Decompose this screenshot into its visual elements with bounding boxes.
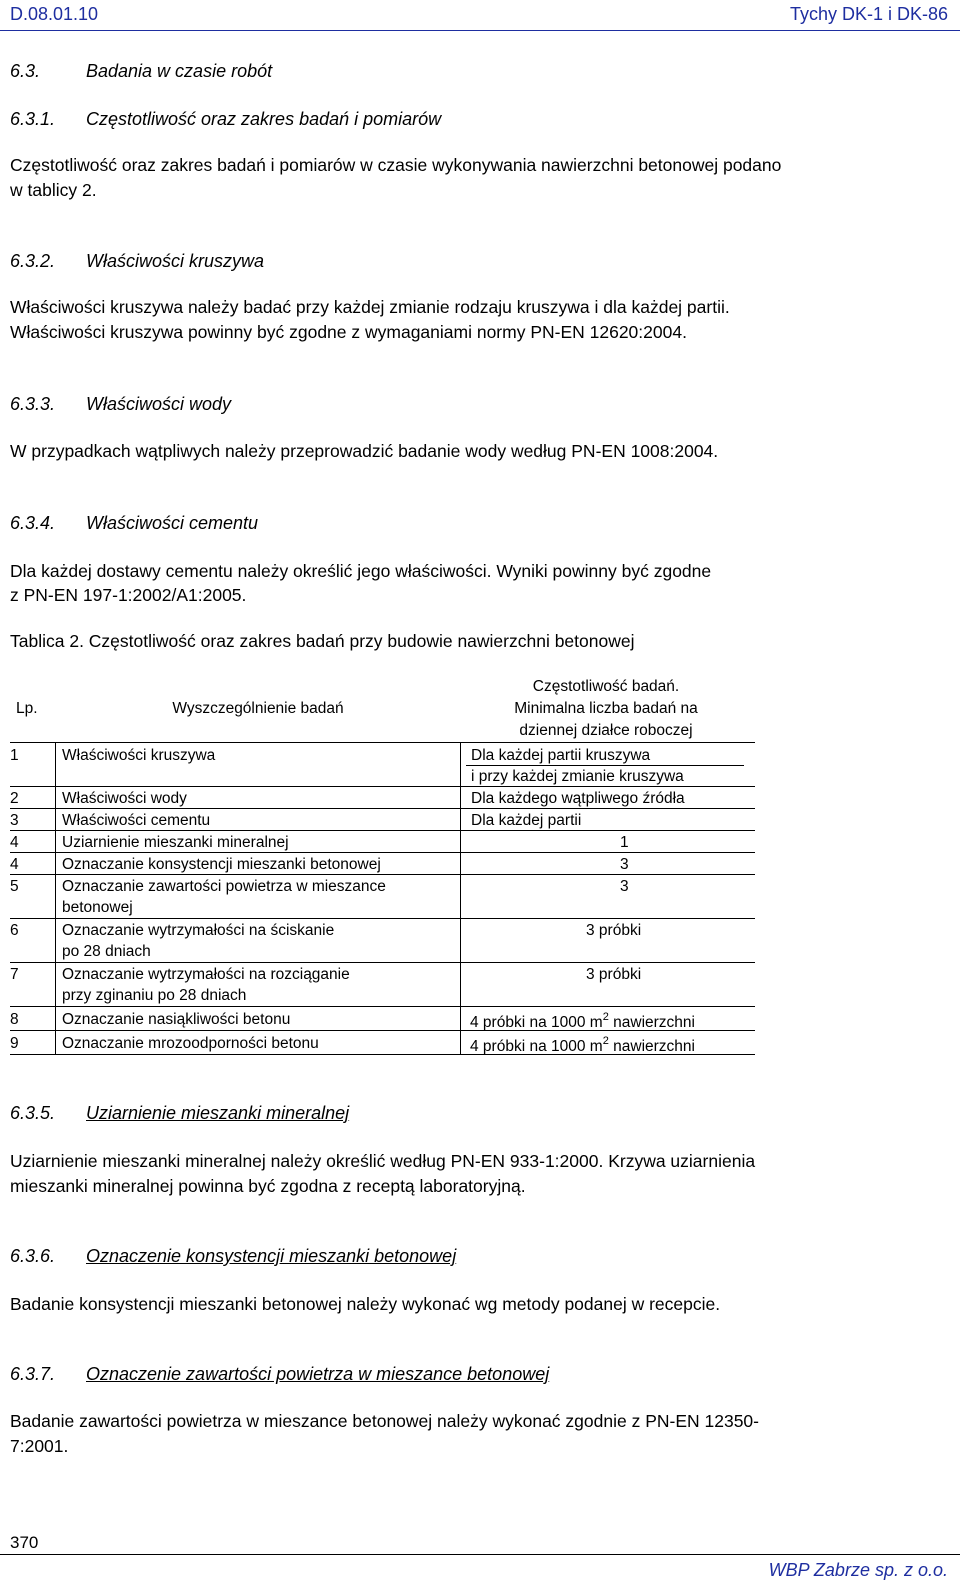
section-6-3-1-title: Częstotliwość oraz zakres badań i pomiarów (86, 109, 442, 129)
table-row-description: Oznaczanie zawartości powietrza w mieszance (62, 878, 386, 895)
superscript: 2 (602, 1035, 609, 1047)
section-6-3-7-paragraph-line1: Badanie zawartości powietrza w mieszance betonowej należy wykonać zgodnie z PN-EN 12350- (10, 1411, 759, 1431)
table-row-frequency-line2: i przy każdej zmianie kruszywa (471, 768, 684, 785)
section-6-3-3-title: Właściwości wody (86, 394, 232, 414)
section-6-3-6-title: Oznaczenie konsystencji mieszanki betonowej (86, 1246, 457, 1266)
table-rule (10, 962, 755, 963)
table-row-frequency: Dla każdego wątpliwego źródła (471, 790, 685, 807)
table-row-frequency: 4 próbki na 1000 $m^2$ nawierzchni (470, 1035, 695, 1055)
section-6-3-5-paragraph-line1: Uziarnienie mieszanki mineralnej należy określić według PN-EN 933-1:2000. Krzywa uziarnienia (10, 1151, 756, 1171)
table-caption: Tablica 2. Częstotliwość oraz zakres badań przy budowie nawierzchni betonowej (10, 631, 635, 651)
table-row-description-line2: przy zginaniu po 28 dniach (62, 987, 247, 1004)
section-6-3-5-title: Uziarnienie mieszanki mineralnej (86, 1103, 350, 1123)
section-6-3-1-paragraph-line2: w tablicy 2. (10, 180, 97, 200)
table-row-lp: 5 (10, 878, 19, 895)
table-row-lp: 4 (10, 856, 19, 873)
section-6-3-7-title: Oznaczenie zawartości powietrza w mieszance betonowej (86, 1364, 550, 1384)
section-6-3-number: 6.3. (10, 61, 41, 81)
table-row-lp: 2 (10, 790, 19, 807)
section-6-3-4-paragraph-line2: z PN-EN 197-1:2002/A1:2005. (10, 585, 247, 605)
section-6-3-4-number: 6.3.4. (10, 513, 56, 533)
table-row-description: Właściwości kruszywa (62, 747, 216, 764)
table-head-description: Wyszczególnienie badań (172, 700, 344, 717)
header-rule (0, 30, 960, 31)
table-row-lp: 6 (10, 922, 19, 939)
table-row-frequency: 4 próbki na 1000 $m^2$ nawierzchni (470, 1011, 695, 1031)
table-row-description: Oznaczanie wytrzymałości na ściskanie (62, 922, 335, 939)
table-row-description-line2: po 28 dniach (62, 943, 151, 960)
section-6-3-2-paragraph-line2: Właściwości kruszywa powinny być zgodne z wymaganiami normy PN-EN 12620:2004. (10, 322, 687, 342)
table-row-frequency: 1 (620, 834, 629, 851)
section-6-3-2-paragraph-line1: Właściwości kruszywa należy badać przy każdej zmianie rodzaju kruszywa i dla każdej partii. (10, 297, 730, 317)
footer-page-number: 370 (10, 1533, 39, 1552)
table-row-lp: 1 (10, 747, 19, 764)
table-row-description: Oznaczanie konsystencji mieszanki betonowej (62, 856, 381, 873)
table-row-description: Uziarnienie mieszanki mineralnej (62, 834, 289, 851)
section-6-3-2-number: 6.3.2. (10, 251, 56, 271)
section-6-3-6-number: 6.3.6. (10, 1246, 56, 1266)
table-head-lp: Lp. (16, 700, 38, 717)
footer-company: WBP Zabrze sp. z o.o. (768, 1560, 948, 1580)
table-head-frequency-line3: dziennej działce roboczej (519, 722, 693, 739)
section-6-3-1-paragraph-line1: Częstotliwość oraz zakres badań i pomiarów w czasie wykonywania nawierzchni betonowej podano (10, 155, 782, 175)
header-project-name: Tychy DK-1 i DK-86 (789, 4, 948, 24)
table-row-frequency: 3 (620, 856, 629, 873)
table-row-description-line2: betonowej (62, 899, 133, 916)
section-6-3-1-number: 6.3.1. (10, 109, 56, 129)
table-row-description: Oznaczanie wytrzymałości na rozciąganie (62, 966, 350, 983)
table-row-lp: 7 (10, 966, 19, 983)
table-rule-header (10, 742, 755, 743)
header-doc-code: D.08.01.10 (10, 4, 99, 24)
table-row-frequency: Dla każdej partii kruszywa (471, 747, 651, 764)
section-6-3-title: Badania w czasie robót (86, 61, 273, 81)
table-row-frequency: 3 próbki (586, 966, 642, 983)
table-head-frequency-line1: Częstotliwość badań. (532, 678, 680, 695)
section-6-3-5-paragraph-line2: mieszanki mineralnej powinna być zgodna z receptą laboratoryjną. (10, 1176, 526, 1196)
table-rule (10, 918, 755, 919)
section-6-3-7-paragraph-line2: 7:2001. (10, 1436, 69, 1456)
table-row-description: Oznaczanie mrozoodporności betonu (62, 1035, 319, 1052)
table-rule (10, 1006, 755, 1007)
section-6-3-4-paragraph-line1: Dla każdej dostawy cementu należy określić jego właściwości. Wyniki powinny być zgodne (10, 561, 712, 581)
table-row-frequency: 3 próbki (586, 922, 642, 939)
superscript: 2 (602, 1011, 609, 1023)
footer-rule (0, 1554, 960, 1555)
table-head-frequency-line2: Minimalna liczba badań na (514, 700, 698, 717)
table-row-description: Właściwości cementu (62, 812, 211, 829)
table-col-divider (460, 742, 461, 1054)
section-6-3-5-number: 6.3.5. (10, 1103, 56, 1123)
section-6-3-6-paragraph: Badanie konsystencji mieszanki betonowej należy wykonać wg metody podanej w recepcie. (10, 1294, 721, 1314)
section-6-3-3-paragraph: W przypadkach wątpliwych należy przeprowadzić badanie wody według PN-EN 1008:2004. (10, 441, 719, 461)
table-row-description: Oznaczanie nasiąkliwości betonu (62, 1011, 291, 1028)
table-row-lp: 3 (10, 812, 19, 829)
table-row-lp: 8 (10, 1011, 19, 1028)
table-row-description: Właściwości wody (62, 790, 187, 807)
section-6-3-7-number: 6.3.7. (10, 1364, 56, 1384)
section-6-3-4-title: Właściwości cementu (86, 513, 259, 533)
table-row-frequency: 3 (620, 878, 629, 895)
table-row-frequency: Dla każdej partii (471, 812, 582, 829)
section-6-3-2-title: Właściwości kruszywa (86, 251, 265, 271)
table-row-lp: 9 (10, 1035, 19, 1052)
table-row-lp: 4 (10, 834, 19, 851)
table-col-divider (55, 742, 56, 1054)
section-6-3-3-number: 6.3.3. (10, 394, 56, 414)
